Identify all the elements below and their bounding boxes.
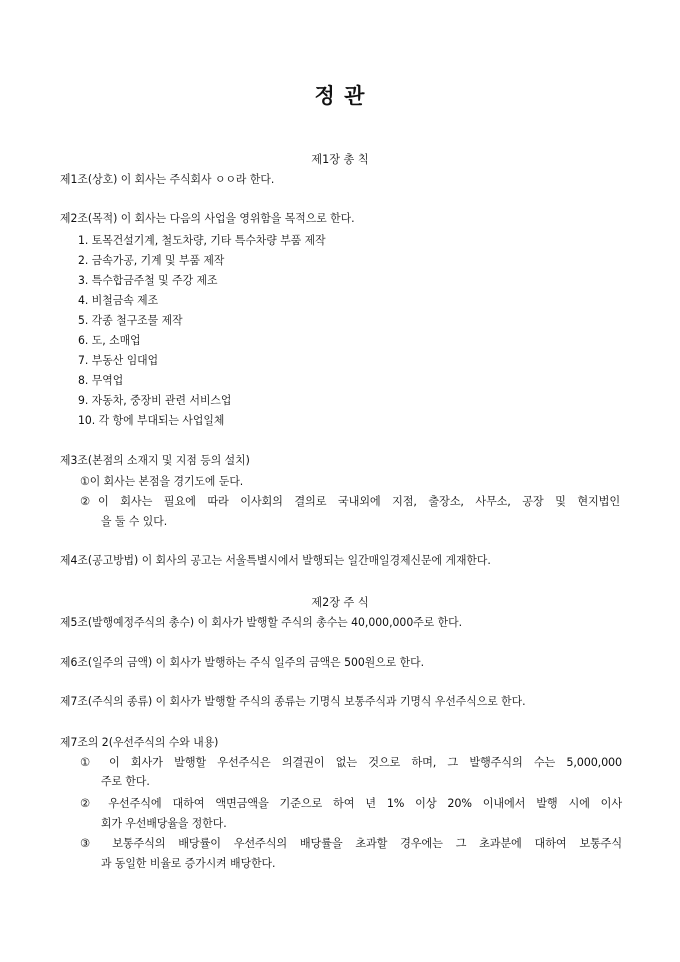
article-2-item: 1. 토목건설기계, 철도차량, 기타 특수차량 부품 제작	[78, 234, 326, 247]
article-7-2-clause-1: ① 이 회사가 발행할 우선주식은 의결권이 없는 것으로 하며, 그 발행주식의 수는 5,000,000	[80, 756, 622, 769]
article-2-item: 8. 무역업	[78, 374, 124, 387]
article-2-item: 10. 각 항에 부대되는 사업일체	[78, 414, 225, 427]
document-title: 정 관	[314, 83, 366, 108]
article-3-clause-2-cont: 을 둘 수 있다.	[101, 515, 168, 528]
article-2-item: 4. 비철금속 제조	[78, 294, 159, 307]
article-2-item: 9. 자동차, 중장비 관련 서비스업	[78, 394, 232, 407]
article-7-2-clause-2-cont: 회가 우선배당율을 정한다.	[101, 817, 227, 830]
article-7-2-clause-1-cont: 주로 한다.	[101, 775, 150, 788]
chapter-2-heading: 제2장 주 식	[311, 596, 369, 609]
article-2-item: 7. 부동산 임대업	[78, 354, 159, 367]
article-7-2-clause-3-cont: 과 동일한 비율로 증가시켜 배당한다.	[101, 857, 276, 870]
article-3-clause-1: ①이 회사는 본점을 경기도에 둔다.	[80, 475, 244, 488]
article-7-2-heading: 제7조의 2(우선주식의 수와 내용)	[60, 736, 219, 749]
article-2-heading: 제2조(목적) 이 회사는 다음의 사업을 영위함을 목적으로 한다.	[60, 212, 355, 225]
chapter-1-heading: 제1장 총 칙	[311, 153, 369, 166]
article-3-heading: 제3조(본점의 소재지 및 지점 등의 설치)	[60, 454, 250, 467]
article-3-clause-2: ②이 회사는 필요에 따라 이사회의 결의로 국내외에 지점, 출장소, 사무소, 공장 및 현지법인	[80, 495, 620, 508]
article-2-item: 3. 특수합금주철 및 주강 제조	[78, 274, 218, 287]
article-7-2-clause-3: ③ 보통주식의 배당률이 우선주식의 배당률을 초과할 경우에는 그 초과분에 대하여 보통주식	[80, 837, 622, 850]
article-5: 제5조(발행예정주식의 총수) 이 회사가 발행할 주식의 총수는 40,000,000주로 한다.	[60, 616, 463, 629]
article-2-item: 5. 각종 철구조물 제작	[78, 314, 183, 327]
article-2-item: 2. 금속가공, 기계 및 부품 제작	[78, 254, 225, 267]
article-7: 제7조(주식의 종류) 이 회사가 발행할 주식의 종류는 기명식 보통주식과 기명식 우선주식으로 한다.	[60, 695, 526, 708]
article-1: 제1조(상호) 이 회사는 주식회사 ㅇㅇ라 한다.	[60, 173, 275, 186]
article-7-2-clause-2: ② 우선주식에 대하여 액면금액을 기준으로 하여 년 1% 이상 20% 이내에서 발행 시에 이사	[80, 797, 622, 810]
article-6: 제6조(일주의 금액) 이 회사가 발행하는 주식 일주의 금액은 500원으로 한다.	[60, 656, 425, 669]
article-2-item: 6. 도, 소매업	[78, 334, 141, 347]
article-4: 제4조(공고방법) 이 회사의 공고는 서울특별시에서 발행되는 일간매일경제신문에 게재한다.	[60, 554, 491, 567]
